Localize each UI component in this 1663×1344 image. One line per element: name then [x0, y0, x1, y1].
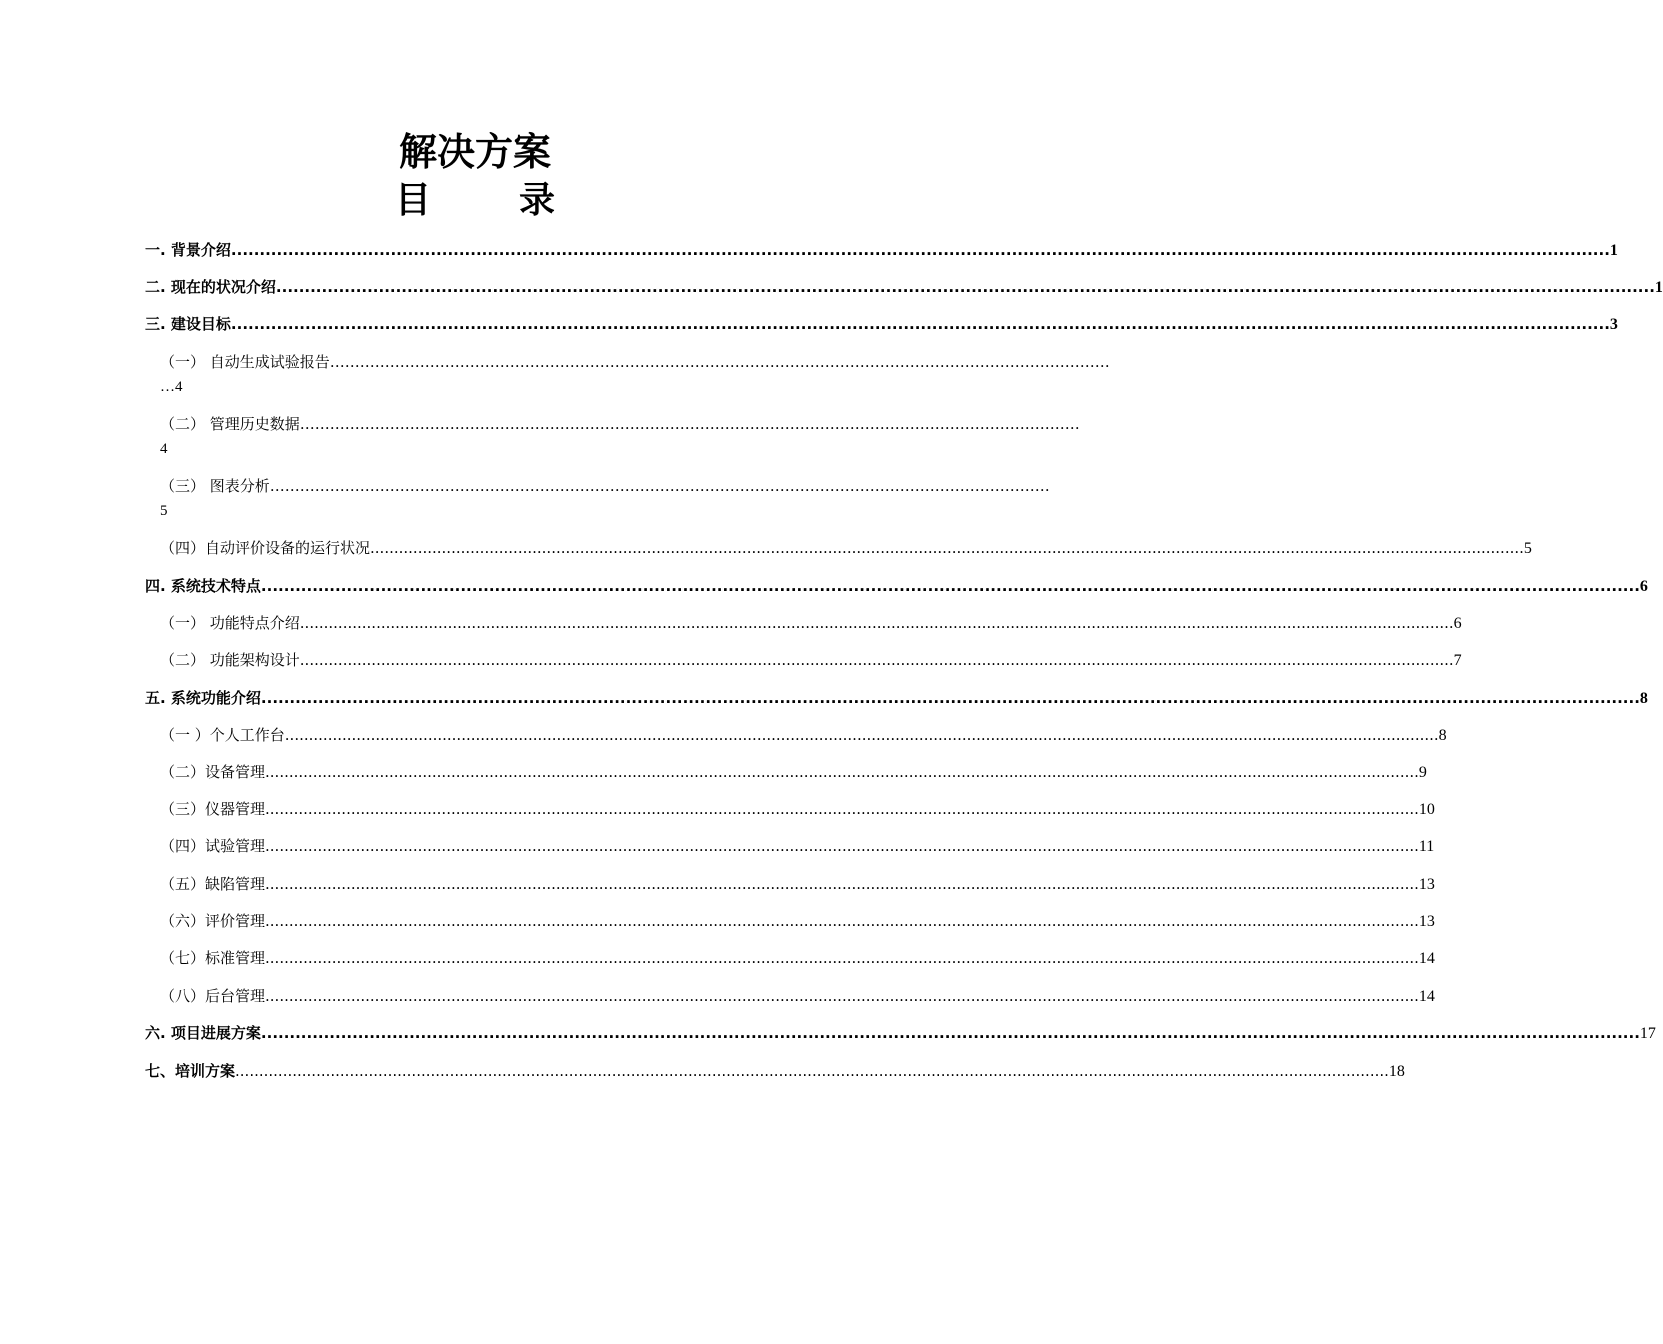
toc-leader-dots: .................................................................................................................................................................................................................................................. — [265, 837, 1419, 855]
toc-entry-label: 七、培训方案 — [145, 1062, 236, 1080]
toc-leader-dots: .................................................................................................................................................................................................................................................. — [265, 800, 1419, 818]
toc-entry-label: （二） 管理历史数据 — [160, 415, 300, 433]
toc-entry-label: 三. 建设目标 — [145, 315, 231, 333]
toc-entry-label: 一. 背景介绍 — [145, 241, 231, 259]
toc-entry[interactable] — [160, 799, 1435, 820]
toc-entry-label: （五）缺陷管理 — [160, 875, 266, 893]
toc-leader-dots: .................................................................................................................................................................................................................................................. — [230, 241, 1610, 259]
toc-leader-dots: .................................................................................................................................................................................................................................................. — [235, 1062, 1389, 1080]
toc-leader-dots: .................................................................................................................................................................................................................................................. — [260, 577, 1640, 595]
toc-entry-label: 四. 系统技术特点 — [145, 577, 261, 595]
toc-entry[interactable] — [160, 476, 1050, 496]
toc-entry-page: 13 — [1418, 876, 1435, 893]
toc-entry-page: 14 — [1418, 950, 1435, 967]
toc-entry-label: （一 ）个人工作台 — [160, 726, 285, 744]
toc-entry-label: （三） 图表分析 — [160, 477, 270, 495]
toc-leader-dots: .................................................................................................................................................................................................................................................. — [299, 651, 1454, 669]
toc-entry-page: 5 — [1523, 540, 1532, 557]
toc-entry[interactable] — [160, 613, 1462, 634]
toc-entry-page: 13 — [1418, 913, 1435, 930]
toc-entry[interactable] — [160, 725, 1447, 746]
toc-entry[interactable] — [145, 240, 1618, 261]
toc-entry-page: 10 — [1418, 801, 1435, 818]
toc-entry-label: （四）自动评价设备的运行状况 — [160, 539, 371, 557]
toc-entry[interactable] — [160, 352, 1110, 372]
toc-entry-label: （七）标准管理 — [160, 949, 266, 967]
toc-entry[interactable] — [145, 576, 1648, 597]
toc-leader-dots: ………………………………………………………………………………………………………………………………………… — [269, 477, 1050, 495]
toc-entry-page: 14 — [1418, 988, 1435, 1005]
toc-entry-label: （四）试验管理 — [160, 837, 266, 855]
toc-entry-page: 6 — [1639, 578, 1648, 595]
toc-leader-dots: .................................................................................................................................................................................................................................................. — [265, 763, 1419, 781]
document-title: 解决方案 — [398, 129, 551, 174]
toc-entry[interactable] — [160, 986, 1435, 1007]
toc-entry-page: 6 — [1453, 615, 1462, 632]
toc-entry-label: （二） 功能架构设计 — [160, 651, 300, 669]
toc-leader-dots: ………………………………………………………………………………………………………………………………………… — [299, 415, 1080, 433]
toc-entry-page: 17 — [1639, 1025, 1656, 1042]
toc-leader-dots: .................................................................................................................................................................................................................................................. — [260, 1024, 1640, 1042]
toc-leader-dots: .................................................................................................................................................................................................................................................. — [284, 726, 1439, 744]
toc-entry[interactable] — [145, 1023, 1656, 1044]
toc-leader-dots: .................................................................................................................................................................................................................................................. — [370, 539, 1524, 557]
toc-entry[interactable] — [145, 314, 1618, 335]
toc-entry-page: 8 — [1639, 690, 1648, 707]
toc-leader-dots: .................................................................................................................................................................................................................................................. — [265, 912, 1419, 930]
toc-entry-label: （三）仪器管理 — [160, 800, 266, 818]
toc-leader-dots: .................................................................................................................................................................................................................................................. — [230, 315, 1610, 333]
toc-leader-dots: .................................................................................................................................................................................................................................................. — [265, 987, 1419, 1005]
toc-entry-page: 3 — [1609, 316, 1618, 333]
toc-heading: 目 录 — [394, 179, 581, 221]
toc-entry-page: 11 — [1418, 838, 1435, 855]
toc-entry-page: 1 — [1609, 242, 1618, 259]
toc-entry-label: 二. 现在的状况介绍 — [145, 278, 276, 296]
toc-entry-page: 4 — [160, 441, 168, 457]
toc-entry[interactable] — [160, 911, 1435, 932]
toc-entry-page: 5 — [160, 503, 168, 519]
toc-entry-label: （一） 自动生成试验报告 — [160, 353, 330, 371]
toc-entry[interactable] — [145, 688, 1648, 709]
toc-entry[interactable] — [160, 538, 1532, 559]
toc-entry-label: 五. 系统功能介绍 — [145, 689, 261, 707]
toc-entry[interactable] — [145, 1061, 1405, 1082]
toc-entry-page: …4 — [160, 379, 183, 395]
toc-leader-dots: .................................................................................................................................................................................................................................................. — [275, 278, 1655, 296]
toc-entry-label: （八）后台管理 — [160, 987, 266, 1005]
toc-entry[interactable] — [160, 948, 1435, 969]
toc-entry[interactable] — [160, 836, 1435, 857]
toc-entry[interactable] — [160, 874, 1435, 895]
toc-entry-label: 六. 项目进展方案 — [145, 1024, 261, 1042]
toc-entry-page: 18 — [1388, 1063, 1405, 1080]
toc-leader-dots: .................................................................................................................................................................................................................................................. — [265, 949, 1419, 967]
toc-leader-dots: .................................................................................................................................................................................................................................................. — [299, 614, 1454, 632]
toc-leader-dots: ………………………………………………………………………………………………………………………………………… — [329, 353, 1110, 371]
toc-entry-page: 9 — [1418, 764, 1427, 781]
toc-entry[interactable] — [160, 414, 1080, 434]
toc-entry[interactable] — [160, 650, 1462, 671]
toc-entry-page: 7 — [1453, 652, 1462, 669]
toc-entry-label: （六）评价管理 — [160, 912, 266, 930]
toc-entry[interactable] — [145, 277, 1663, 298]
toc-leader-dots: .................................................................................................................................................................................................................................................. — [265, 875, 1419, 893]
toc-entry[interactable] — [160, 762, 1427, 783]
toc-leader-dots: .................................................................................................................................................................................................................................................. — [260, 689, 1640, 707]
toc-entry-page: 1 — [1654, 279, 1663, 296]
toc-entry-label: （二）设备管理 — [160, 763, 266, 781]
toc-entry-page: 8 — [1438, 727, 1447, 744]
toc-entry-label: （一） 功能特点介绍 — [160, 614, 300, 632]
